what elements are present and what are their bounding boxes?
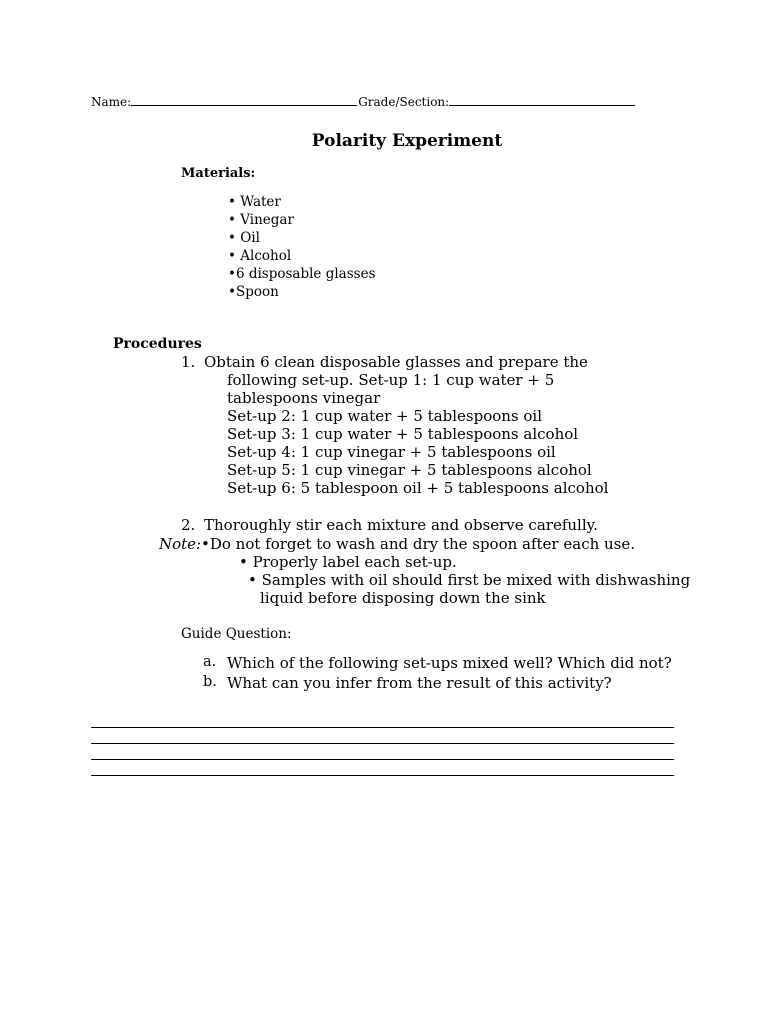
answer-line[interactable] <box>91 728 674 744</box>
answer-line[interactable] <box>91 744 674 760</box>
note-item: •Do not forget to wash and dry the spoon after each use. <box>201 535 636 553</box>
step-number: 2. <box>181 516 196 534</box>
note-item: • Samples with oil should first be mixed with dishwashing <box>248 571 691 589</box>
setup-line: Set-up 3: 1 cup water + 5 tablespoons alcohol <box>227 425 579 443</box>
list-item: • Vinegar <box>228 212 294 228</box>
list-item: • Oil <box>228 230 260 246</box>
note-item: • Properly label each set-up. <box>239 553 457 571</box>
materials-list <box>228 193 376 301</box>
question-letter: a. <box>203 654 217 670</box>
question-letter: b. <box>203 674 217 690</box>
answer-lines <box>91 712 674 776</box>
list-item: • Water <box>228 194 281 210</box>
setup-list <box>227 371 608 497</box>
step-text: Thoroughly stir each mixture and observe carefully. <box>204 516 598 534</box>
answer-line[interactable] <box>91 712 674 728</box>
setup-line: following set-up. Set-up 1: 1 cup water + 5 <box>227 371 555 389</box>
list-item: •Spoon <box>228 284 279 300</box>
setup-line: Set-up 4: 1 cup vinegar + 5 tablespoons oil <box>227 443 556 461</box>
grade-section-blank[interactable] <box>449 93 635 106</box>
grade-section-label: Grade/Section: <box>358 95 450 109</box>
procedures-heading: Procedures <box>113 336 202 352</box>
name-label: Name: <box>91 95 132 109</box>
answer-line[interactable] <box>91 760 674 776</box>
page-title: Polarity Experiment <box>311 131 503 151</box>
guide-question-heading: Guide Question: <box>181 626 292 642</box>
materials-heading: Materials: <box>181 166 256 181</box>
setup-line: Set-up 5: 1 cup vinegar + 5 tablespoons alcohol <box>227 461 592 479</box>
setup-line: Set-up 2: 1 cup water + 5 tablespoons oil <box>227 407 543 425</box>
setup-line: tablespoons vinegar <box>227 389 381 407</box>
name-blank[interactable] <box>131 93 357 106</box>
note-item-continuation: liquid before disposing down the sink <box>260 589 546 607</box>
header-line <box>91 93 635 109</box>
question-text: Which of the following set-ups mixed well? Which did not? <box>227 654 672 672</box>
question-text: What can you infer from the result of this activity? <box>227 674 612 692</box>
step-text: Obtain 6 clean disposable glasses and prepare the <box>204 353 588 371</box>
list-item: • Alcohol <box>228 248 292 264</box>
setup-line: Set-up 6: 5 tablespoon oil + 5 tablespoons alcohol <box>227 479 609 497</box>
step-number: 1. <box>181 353 196 371</box>
list-item: •6 disposable glasses <box>228 266 376 282</box>
note-label: Note: <box>159 535 202 553</box>
